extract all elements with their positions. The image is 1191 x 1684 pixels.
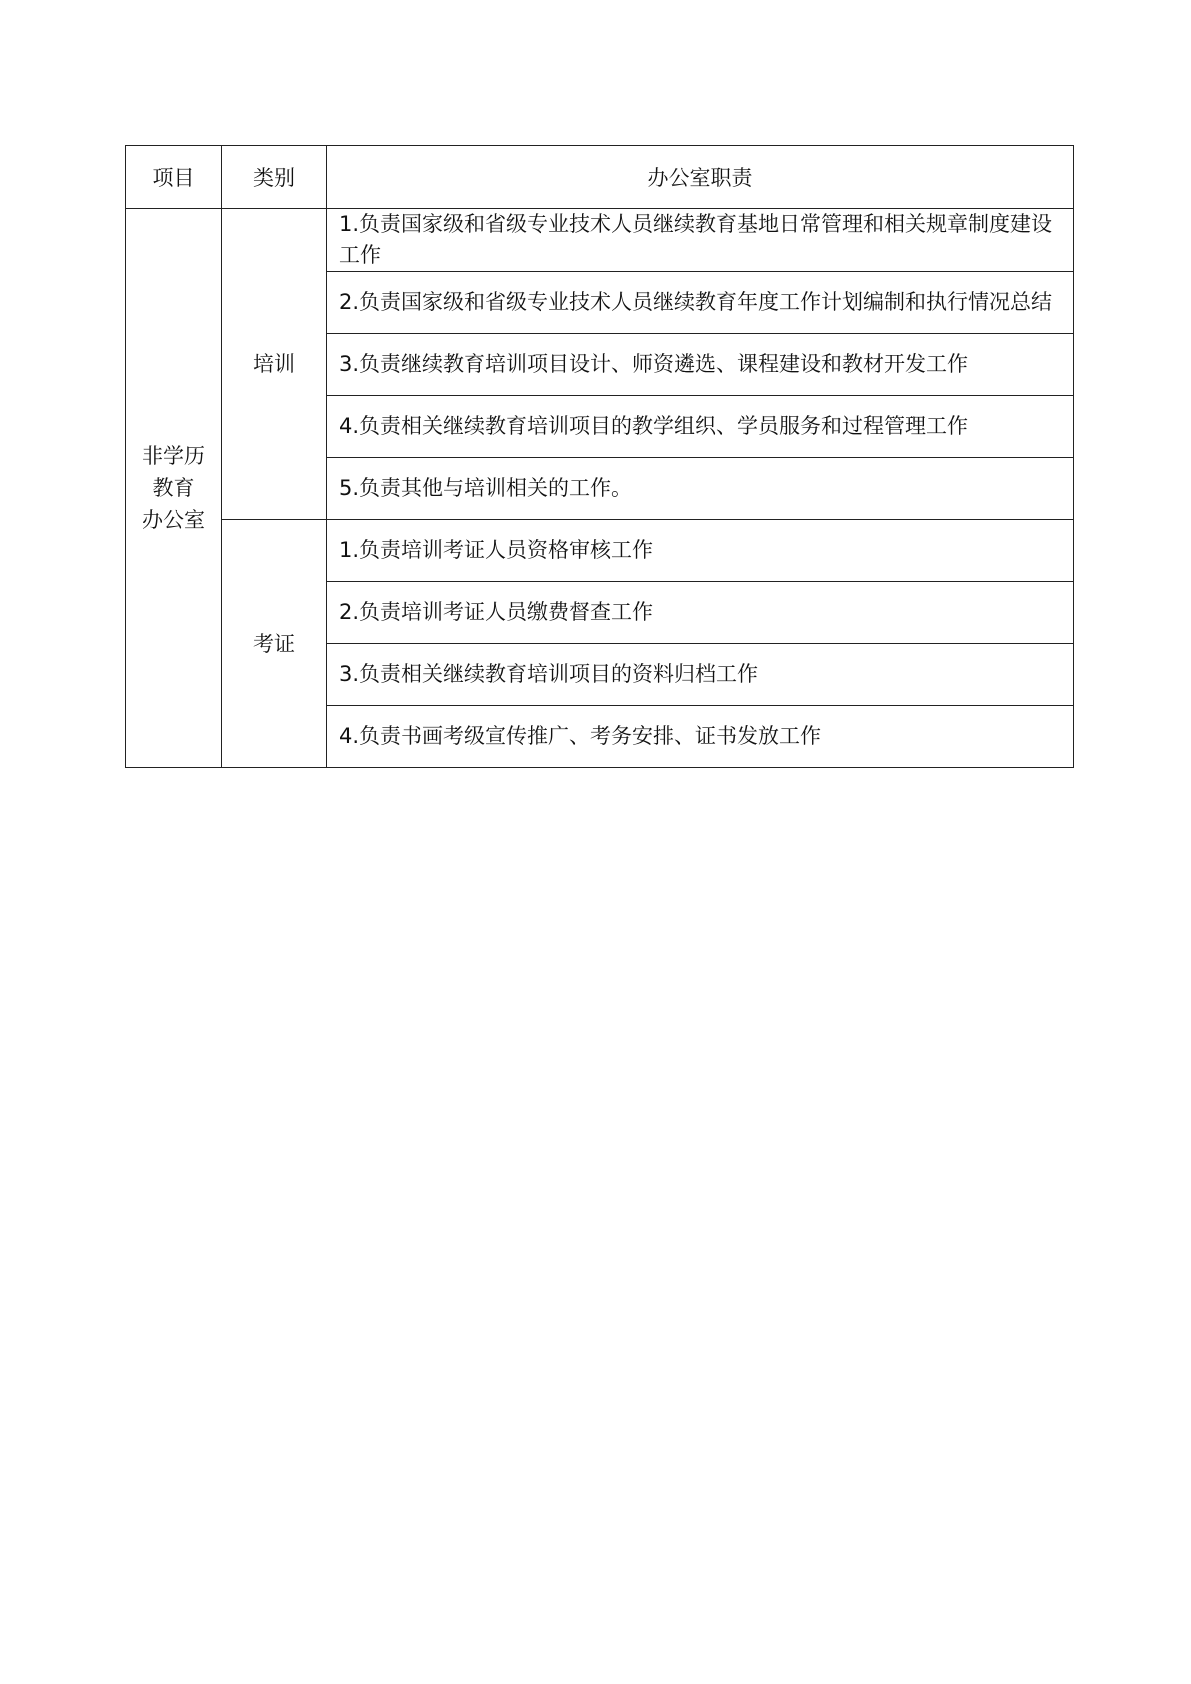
duty-cell: 1.负责国家级和省级专业技术人员继续教育基地日常管理和相关规章制度建设工作 [327,209,1074,272]
table-row [126,209,1074,272]
item-line: 非学历 [142,444,205,468]
header-category: 类别 [222,146,327,209]
category-training: 培训 [222,209,327,520]
duty-cell: 4.负责书画考级宣传推广、考务安排、证书发放工作 [327,706,1074,768]
header-row [126,146,1074,209]
duty-cell: 4.负责相关继续教育培训项目的教学组织、学员服务和过程管理工作 [327,396,1074,458]
item-line: 办公室 [142,508,205,532]
table-row [126,520,1074,582]
header-item: 项目 [126,146,222,209]
header-duty: 办公室职责 [327,146,1074,209]
duty-cell: 3.负责相关继续教育培训项目的资料归档工作 [327,644,1074,706]
office-duty-table [125,145,1074,768]
duty-cell: 2.负责培训考证人员缴费督查工作 [327,582,1074,644]
duty-cell: 2.负责国家级和省级专业技术人员继续教育年度工作计划编制和执行情况总结 [327,272,1074,334]
category-certification: 考证 [222,520,327,768]
duty-cell: 1.负责培训考证人员资格审核工作 [327,520,1074,582]
item-cell [126,209,222,768]
duty-cell: 3.负责继续教育培训项目设计、师资遴选、课程建设和教材开发工作 [327,334,1074,396]
item-line: 教育 [152,476,195,500]
duty-cell: 5.负责其他与培训相关的工作。 [327,458,1074,520]
